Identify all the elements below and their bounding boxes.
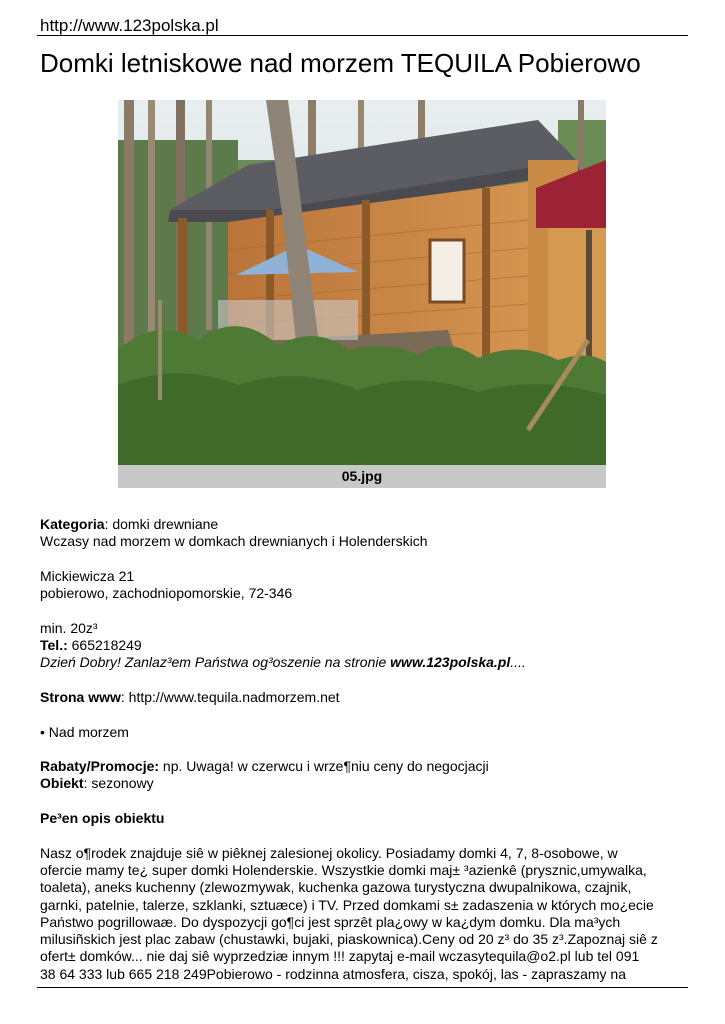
top-divider [37, 35, 688, 36]
phone-line [40, 637, 680, 654]
bottom-divider [37, 987, 688, 988]
price-line: min. 20z³ [40, 619, 98, 636]
object-value: : sezonowy [83, 775, 154, 792]
greeting-site-link[interactable]: www.123polska.pl [390, 654, 511, 671]
phone-label: Tel.: [40, 637, 68, 654]
promo-label: Rabaty/Promocje: [40, 758, 160, 775]
street-address: Mickiewicza 21 [40, 567, 135, 584]
description-line: Nasz o¶rodek znajduje siê w piêknej zalesionej okolicy. Posiadamy domki 4, 7, 8-osobowe, w [40, 844, 618, 861]
description-line: milusiñskich jest plac zabaw (chustawki, bujaki, piaskownica).Ceny od 20 z³ do 35 z³.Zapoznaj siê z [40, 931, 658, 948]
website-label: Strona www [40, 688, 121, 705]
full-description-heading: Pe³en opis obiektu [40, 810, 165, 827]
listing-details [40, 516, 680, 983]
description-line: ofercie mamy te¿ super domki Holenderskie. Wszystkie domki maj± ³azienkê (prysznic,umywalka, [40, 861, 647, 878]
description-line: 38 64 333 lub 665 218 249Pobierowo - rodzinna atmosfera, cisza, spokój, las - zapraszamy na [40, 965, 627, 982]
phone-value[interactable]: 665218249 [67, 637, 142, 654]
promo-line [40, 758, 680, 775]
cabin-photo [118, 100, 606, 465]
description-line: ofert± domków... nie daj siê wyprzedziæ innym !!! zapytaj e-mail wczasytequila@o2.pl lub tel 091 [40, 948, 640, 965]
promo-value: np. Uwaga! w czerwcu i wrze¶niu ceny do negocjacji [159, 758, 489, 775]
city-line: pobierowo, zachodniopomorskie, 72-346 [40, 585, 293, 602]
feature-bullet: • Nad morzem [40, 723, 129, 740]
listing-subtitle: Wczasy nad morzem w domkach drewnianych i Holenderskich [40, 533, 428, 550]
website-value[interactable]: : http://www.tequila.nadmorzem.net [120, 688, 340, 705]
photo-caption: 05.jpg [341, 468, 383, 484]
description-line: Państwo pogrillowaæ. Do dyspozycji go¶ci jest sprzêt pla¿owy w ka¿dym domku. Dla ma³ych [40, 913, 621, 930]
object-line [40, 775, 680, 792]
greeting-line [40, 654, 680, 671]
page-url[interactable]: http://www.123polska.pl [40, 16, 219, 35]
full-description [40, 845, 676, 983]
greeting-suffix: .... [510, 654, 526, 671]
category-value: : domki drewniane [104, 516, 219, 532]
page-title: Domki letniskowe nad morzem TEQUILA Pobierowo [40, 48, 641, 78]
category-label: Kategoria [40, 516, 105, 532]
greeting-prefix: Dzień Dobry! Zanlaz³em Państwa og³oszenie na stronie [40, 654, 391, 671]
description-line: toaleta), aneks kuchenny (zlewozmywak, kuchenka gazowa turystyczna dwupalnikowa, czajnik, [40, 879, 632, 896]
website-line [40, 689, 680, 706]
description-line: garnki, patelnie, talerze, szklanki, sztuæce) i TV. Przed domkami s± zadaszenia w których mo¿ecie [40, 896, 654, 913]
object-label: Obiekt [40, 775, 84, 792]
photo-frame [118, 100, 606, 488]
category-line [40, 516, 680, 533]
